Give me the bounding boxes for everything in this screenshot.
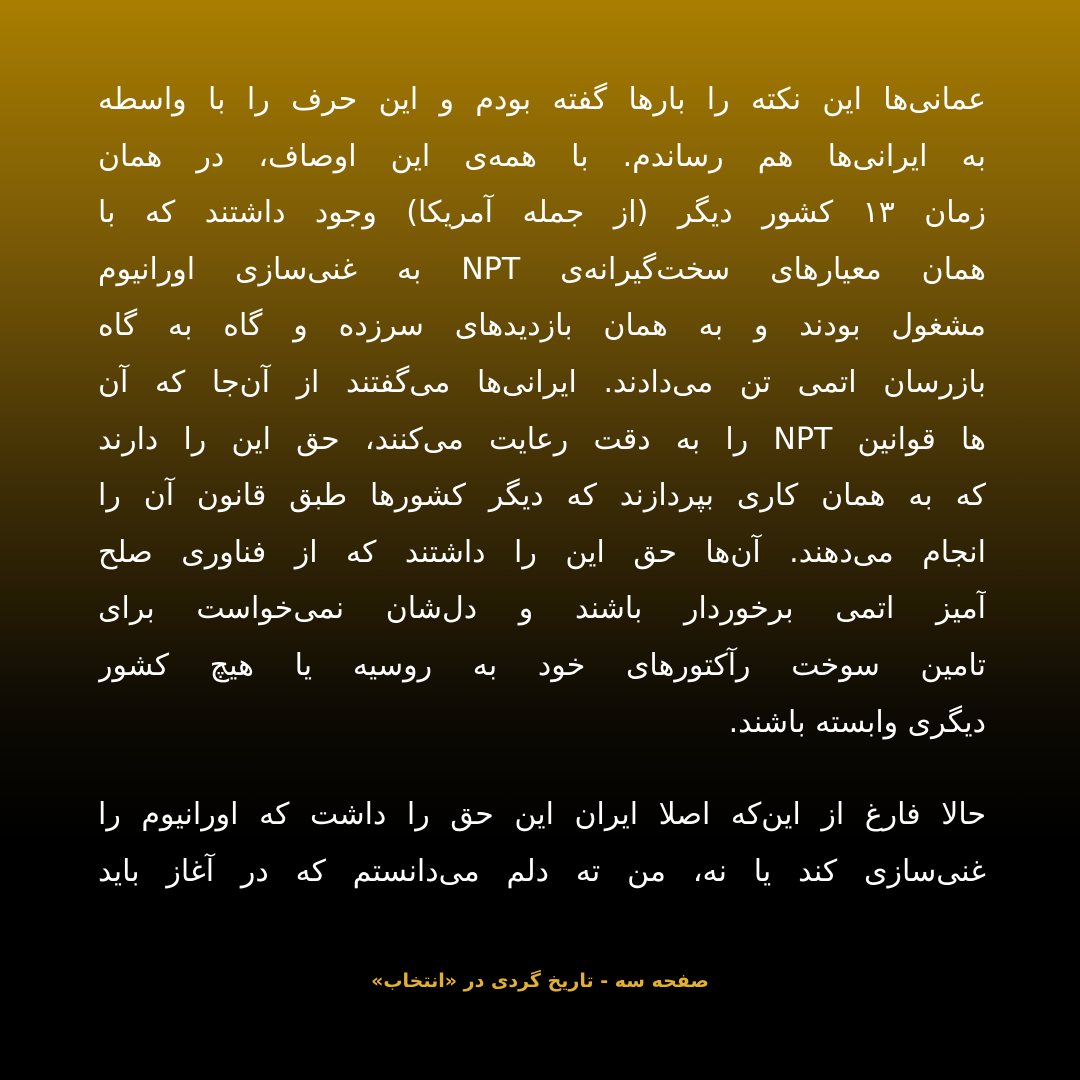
text-line: آمیز اتمی برخوردار باشند و دل‌شان نمی‌خواست برای bbox=[98, 591, 986, 627]
text-line: بازرسان اتمی تن می‌دادند. ایرانی‌ها می‌گفتند از آن‌جا که آن bbox=[98, 364, 986, 400]
text-line: عمانی‌ها این نکته را بارها گفته بودم و این حرف را با واسطه bbox=[98, 82, 986, 117]
text-line: غنی‌سازی کند یا نه، من ته دلم می‌دانستم که در آغاز باید bbox=[98, 853, 986, 889]
text-line: زمان ۱۳ کشور دیگر (از جمله آمریکا) وجود داشتند که با bbox=[98, 195, 986, 231]
paragraph-2 bbox=[98, 787, 986, 900]
text-line: تامین سوخت رآکتورهای خود به روسیه یا هیچ کشور bbox=[98, 647, 986, 683]
page-footer: صفحه سه - تاریخ گردی در «انتخاب» bbox=[371, 970, 709, 992]
text-line: همان معیارهای سخت‌گیرانه‌ی NPT به غنی‌سازی اورانیوم bbox=[98, 251, 986, 287]
paragraph-1 bbox=[98, 72, 986, 751]
text-line: ها قوانین NPT را به دقت رعایت می‌کنند، حق این را دارند bbox=[98, 421, 986, 457]
text-line: دیگری وابسته باشند. bbox=[728, 704, 986, 740]
text-line: به ایرانی‌ها هم رساندم. با همه‌ی این اوصاف، در همان bbox=[98, 138, 986, 174]
text-line: حالا فارغ از این‌که اصلا ایران این حق را داشت که اورانیوم را bbox=[98, 797, 986, 832]
text-line: مشغول بودند و به همان بازدیدهای سرزده و گاه به گاه bbox=[98, 308, 986, 344]
text-line: که به همان کاری بپردازند که دیگر کشورها طبق قانون آن را bbox=[98, 478, 986, 514]
text-line: انجام می‌دهند. آن‌ها حق این را داشتند که از فناوری صلح bbox=[98, 534, 986, 570]
